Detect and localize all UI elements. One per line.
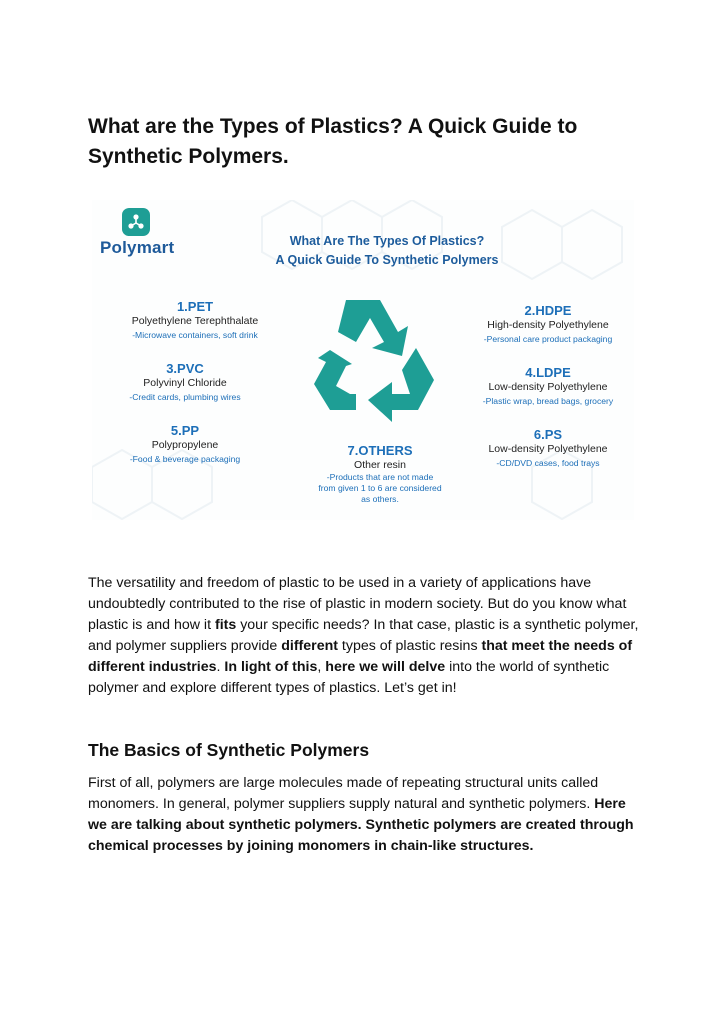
page-title: What are the Types of Plastics? A Quick Guide to Synthetic Polymers. [88, 115, 578, 168]
infographic-title [222, 232, 552, 270]
logo-text: Polymart [100, 238, 175, 257]
plastic-entry-ldpe [462, 366, 634, 408]
entry-number: 2.HDPE [524, 303, 572, 318]
intro-paragraph [88, 573, 648, 699]
plastic-entry-pet [110, 300, 280, 342]
molecule-icon [122, 208, 150, 236]
entry-use-line: -Products that are not made [326, 472, 434, 482]
plastic-entry-others [292, 444, 468, 505]
entry-use: -Microwave containers, soft drink [132, 330, 258, 340]
infographic-title-line1: What Are The Types Of Plastics? [289, 234, 485, 248]
entry-use-line: from given 1 to 6 are considered [318, 483, 442, 493]
entry-name: Polyethylene Terephthalate [131, 315, 259, 327]
entry-number: 5.PP [170, 423, 200, 438]
text-run: The versatility and freedom of plastic to be used in a variety of applications have undoubtedly contributed to the rise of plastic in modern society. But do you know what plastic is and how it [88, 575, 627, 633]
entry-name: Other resin [354, 459, 406, 471]
entry-use: -Food & beverage packaging [129, 454, 241, 464]
entry-name: High-density Polyethylene [487, 319, 609, 331]
entry-use: -Personal care product packaging [483, 334, 613, 344]
bold-text-run: Here we are talking about synthetic polymers. Synthetic polymers are created through chemical processes by joining monomers in chain-like structures. [88, 796, 634, 854]
section-heading: The Basics of Synthetic Polymers [88, 740, 370, 760]
text-run: . [216, 659, 225, 675]
entry-name: Low-density Polyethylene [488, 443, 608, 455]
plastics-infographic [92, 200, 634, 520]
entry-name: Polyvinyl Chloride [143, 377, 227, 389]
entry-number: 4.LDPE [525, 365, 571, 380]
plastic-entry-hdpe [462, 304, 634, 346]
bold-text-run: here we will delve [325, 659, 446, 675]
text-run: into the world of synthetic polymer and explore different types of plastics. Let’s get in! [88, 659, 610, 696]
bold-text-run: fits [214, 617, 237, 633]
text-run: First of all, polymers are large molecules made of repeating structural units called monomers. In general, polymer suppliers supply natural and synthetic polymers. [88, 775, 599, 812]
entry-number: 7.OTHERS [347, 443, 413, 458]
plastic-entry-pp [110, 424, 260, 466]
entry-use: -Plastic wrap, bread bags, grocery [482, 396, 614, 406]
entry-name: Polypropylene [151, 439, 219, 451]
infographic-title-line2: A Quick Guide To Synthetic Polymers [275, 253, 499, 267]
entry-use-line: as others. [361, 494, 399, 504]
section-paragraph [88, 773, 648, 857]
entry-name: Low-density Polyethylene [488, 381, 608, 393]
entry-number: 1.PET [176, 299, 214, 314]
plastic-entry-ps [462, 428, 634, 470]
recycle-icon [306, 292, 442, 422]
entry-use: -CD/DVD cases, food trays [496, 458, 600, 468]
entry-number: 3.PVC [166, 361, 204, 376]
polymart-logo [100, 208, 190, 258]
plastic-entry-pvc [110, 362, 260, 404]
bold-text-run: different [281, 638, 338, 654]
bold-text-run: that meet the needs of different industries [88, 638, 633, 675]
entry-use: -Credit cards, plumbing wires [129, 392, 241, 402]
entry-number: 6.PS [533, 427, 563, 442]
text-run: types of plastic resins [337, 638, 482, 654]
text-run: your specific needs? In that case, plastic is a synthetic polymer, and polymer suppliers provide [88, 617, 639, 654]
bold-text-run: In light of this [224, 659, 318, 675]
text-run: , [317, 659, 326, 675]
